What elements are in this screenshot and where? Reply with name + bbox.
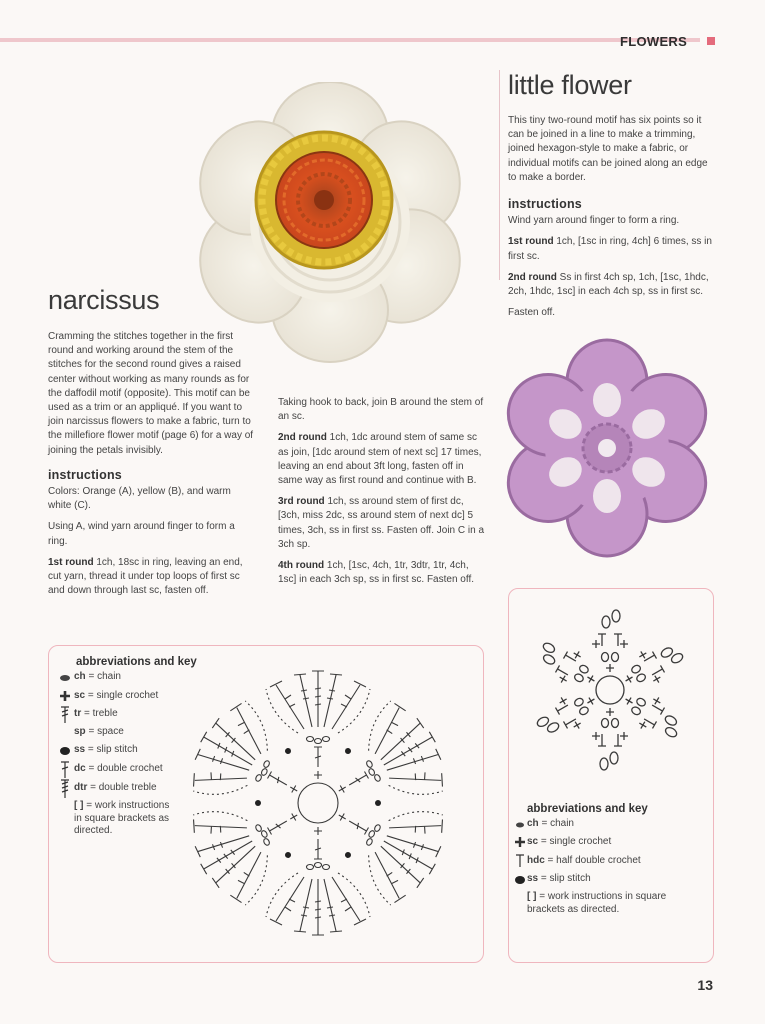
- chart-center-ring: [298, 783, 338, 823]
- key-row-treble: tr = treble: [58, 708, 188, 721]
- narcissus-text-column-1: [48, 330, 256, 605]
- little-flower-title: little flower: [508, 70, 632, 100]
- little-flower-round-1: 1st round 1ch, [1sc in ring, 4ch] 6 times, ss in first sc.: [508, 236, 712, 262]
- narcissus-step1: Using A, wind yarn around finger to form a ring.: [48, 521, 235, 547]
- narcissus-round-4: 4th round 1ch, [1sc, 4ch, 1tr, 3dtr, 1tr, 4ch, 1sc] in each 3ch sp, ss in first sc. Fasten off.: [278, 560, 475, 586]
- narcissus-join-note: Taking hook to back, join B around the stem of an sc.: [278, 397, 484, 423]
- section-title: FLOWERS: [620, 34, 688, 49]
- double-treble-icon: [58, 779, 72, 799]
- single-crochet-icon: [58, 690, 72, 702]
- little-flower-instructions-heading: instructions: [508, 197, 582, 212]
- narcissus-round-3: 3rd round 1ch, ss around stem of first dc, [3ch, miss 2dc, ss around stem of next dc] 5 times, 3ch, ss in first ss. Fasten off. Join C in a 3ch sp.: [278, 496, 485, 550]
- little-flower-stitch-chart: [510, 598, 710, 788]
- narcissus-stitch-chart: [168, 660, 480, 958]
- key-row-chain: ch = chain: [58, 671, 188, 684]
- chain-icon: [58, 672, 72, 684]
- key-row-space: sp = space: [74, 726, 124, 737]
- little-flower-fasten: Fasten off.: [508, 307, 556, 319]
- page-number: 13: [697, 977, 713, 993]
- narcissus-photo: [190, 82, 490, 367]
- narcissus-text-column-2: [278, 396, 486, 594]
- little-flower-key-heading: abbreviations and key: [527, 803, 648, 815]
- column-divider: [499, 70, 500, 280]
- section-marker: [707, 37, 715, 45]
- key-row-slip-stitch: ss = slip stitch: [58, 744, 188, 757]
- key-row-brackets: [ ] = work instructions in square brackets as directed.: [74, 800, 170, 836]
- half-double-crochet-icon: [513, 854, 527, 868]
- lf-key-row-slip-stitch: ss = slip stitch: [513, 873, 703, 886]
- little-flower-text: [508, 114, 718, 327]
- little-flower-step1: Wind yarn around finger to form a ring.: [508, 215, 680, 227]
- slip-stitch-icon: [58, 745, 72, 757]
- key-row-single-crochet: sc = single crochet: [58, 690, 188, 703]
- treble-icon: [58, 706, 72, 724]
- lf-key-row-hdc: hdc = half double crochet: [513, 855, 703, 868]
- lf-key-row-single-crochet: sc = single crochet: [513, 836, 703, 849]
- double-crochet-icon: [58, 761, 72, 779]
- narcissus-intro: Cramming the stitches together in the first round and working around the stem of the stitches for the second round gives a raised center without working as many rounds as for the daffodil motif (opposite). This motif can be used as a trim or an appliqué. If you want to join narcissus flowers to make a fabric, turn to the millefiore flower motif (page 6) for a way of joining the petals invisibly.: [48, 331, 254, 456]
- key-row-double-crochet: dc = double crochet: [58, 763, 188, 776]
- little-flower-round-2: 2nd round Ss in first 4ch sp, 1ch, [1sc, 1hdc, 2ch, 1hdc, 1sc] in each 4ch sp, ss in first sc.: [508, 271, 709, 298]
- chain-icon: [513, 819, 527, 831]
- narcissus-round-2: 2nd round 1ch, 1dc around stem of same sc as join, [1dc around stem of next sc] 17 times, leaving an end about 3ft long, fasten off in same way as first round and continue with B.: [278, 432, 482, 487]
- single-crochet-icon: [513, 836, 527, 848]
- little-flower-intro: This tiny two-round motif has six points so it can be joined in a line to make a trimming, joined hexagon-style to make a fabric, or individual motifs can be joined along an edge to make a border.: [508, 115, 708, 183]
- narcissus-round-1: 1st round 1ch, 18sc in ring, leaving an end, cut yarn, thread it under top loops of first sc and down through last sc, fasten off.: [48, 556, 243, 597]
- narcissus-instructions-heading: instructions: [48, 467, 122, 482]
- little-flower-photo: [485, 338, 730, 563]
- lf-key-row-brackets: [ ] = work instructions in square brackets as directed.: [527, 891, 667, 915]
- key-row-double-treble: dtr = double treble: [58, 782, 188, 795]
- slip-stitch-icon: [513, 874, 527, 886]
- lf-key-row-chain: ch = chain: [513, 818, 703, 831]
- narcissus-key-heading: abbreviations and key: [76, 656, 197, 668]
- narcissus-title: narcissus: [48, 285, 160, 315]
- header-rule: [0, 38, 700, 42]
- narcissus-colors: Colors: Orange (A), yellow (B), and warm white (C).: [48, 486, 231, 512]
